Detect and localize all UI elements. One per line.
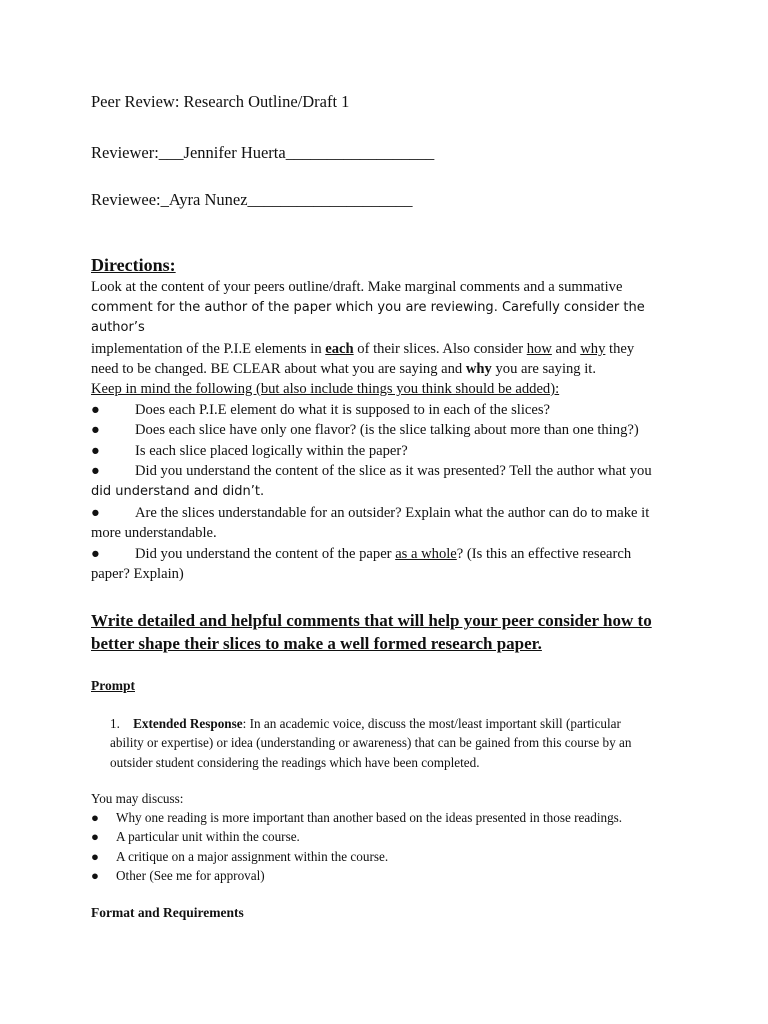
bullet-icon: ● (91, 504, 100, 521)
bullet-icon: ● (91, 422, 100, 439)
list-item (91, 400, 681, 421)
extended-response-label: Extended Response (133, 716, 243, 731)
list-item-text: Why one reading is more important than another based on the ideas presented in those readings. (116, 810, 623, 826)
list-item (91, 441, 681, 462)
list-item-continuation: paper? Explain) (91, 566, 184, 583)
list-item (91, 827, 691, 846)
emphasis-each: each (325, 340, 354, 357)
prompt-heading: Prompt (91, 678, 135, 693)
text-span: of their slices. Also consider (353, 340, 527, 357)
text-span: implementation of the P.I.E elements in (91, 340, 326, 357)
prompt-line-1 (110, 714, 680, 733)
list-item (91, 866, 691, 885)
bullet-icon: ● (91, 810, 99, 826)
list-item (91, 847, 691, 866)
reviewer-line: Reviewer:___Jennifer Huerta__________________ (91, 143, 435, 162)
directions-line-1: Look at the content of your peers outline/draft. Make marginal comments and a summative (91, 279, 623, 295)
bullet-icon: ● (91, 545, 100, 562)
list-item-text: ? (Is this an effective research (456, 545, 632, 562)
text-span: and (551, 340, 581, 357)
list-item (91, 544, 681, 565)
bullet-icon: ● (91, 867, 99, 883)
emphasis-why-bold: why (465, 361, 492, 378)
reviewee-line: Reviewee:_Ayra Nunez____________________ (91, 190, 413, 209)
list-item-text: Does each P.I.E element do what it is supposed to in each of the slices? (135, 401, 551, 418)
text-span: : In an academic voice, discuss the most/least important skill (particular (242, 716, 621, 731)
list-item-continuation: more understandable. (91, 525, 217, 542)
text-span: need to be changed. BE CLEAR about what you are saying and (91, 361, 466, 378)
item-number: 1. (110, 716, 120, 731)
prompt-line-3: outsider student considering the readings which have been completed. (110, 754, 480, 770)
emphasis-as-a-whole: as a whole (395, 545, 457, 562)
directions-paragraph (91, 277, 681, 380)
list-item (91, 503, 681, 524)
callout-heading (91, 609, 691, 655)
list-item-text: Does each slice have only one flavor? (is the slice talking about more than one thing?) (135, 422, 639, 439)
bullet-icon: ● (91, 401, 100, 418)
bullet-icon: ● (91, 463, 100, 480)
directions-line-3 (91, 339, 681, 360)
list-item-text: Is each slice placed logically within the paper? (135, 442, 408, 459)
list-item-text: Are the slices understandable for an outsider? Explain what the author can do to make it (135, 504, 650, 521)
emphasis-how: how (526, 340, 552, 357)
list-item (91, 461, 681, 482)
callout-line-2: better shape their slices to make a well formed research paper. (91, 634, 542, 653)
discuss-list (91, 789, 691, 885)
prompt-line-2: ability or expertise) or idea (understanding or awareness) that can be gained from this course by an (110, 735, 632, 751)
directions-line-4 (91, 359, 681, 380)
list-item-text: Did you understand the content of the slice as it was presented? Tell the author what you (135, 463, 652, 480)
keep-in-mind-list (91, 379, 681, 585)
list-item (91, 808, 691, 827)
directions-line-2: comment for the author of the paper which you are reviewing. Carefully consider the author’s (91, 299, 645, 336)
bullet-icon: ● (91, 442, 100, 459)
list-item-text: Did you understand the content of the paper (135, 545, 396, 562)
extended-response-item (110, 714, 680, 772)
list-item-text: A particular unit within the course. (116, 829, 300, 845)
list-item-text: A critique on a major assignment within the course. (116, 848, 389, 864)
callout-line-1: Write detailed and helpful comments that will help your peer consider how to (91, 611, 652, 630)
keep-in-mind-intro: Keep in mind the following (but also include things you think should be added): (91, 381, 560, 397)
document-title: Peer Review: Research Outline/Draft 1 (91, 92, 350, 111)
directions-heading: Directions: (91, 255, 176, 275)
list-item-continuation: did understand and didn’t. (91, 483, 265, 499)
emphasis-why: why (580, 340, 606, 357)
bullet-icon: ● (91, 848, 99, 864)
text-span: they (605, 340, 635, 357)
list-item (91, 420, 681, 441)
discuss-intro: You may discuss: (91, 791, 184, 806)
list-item-text: Other (See me for approval) (116, 867, 265, 883)
text-span: you are saying it. (491, 361, 597, 378)
bullet-icon: ● (91, 829, 99, 845)
format-heading: Format and Requirements (91, 905, 244, 920)
